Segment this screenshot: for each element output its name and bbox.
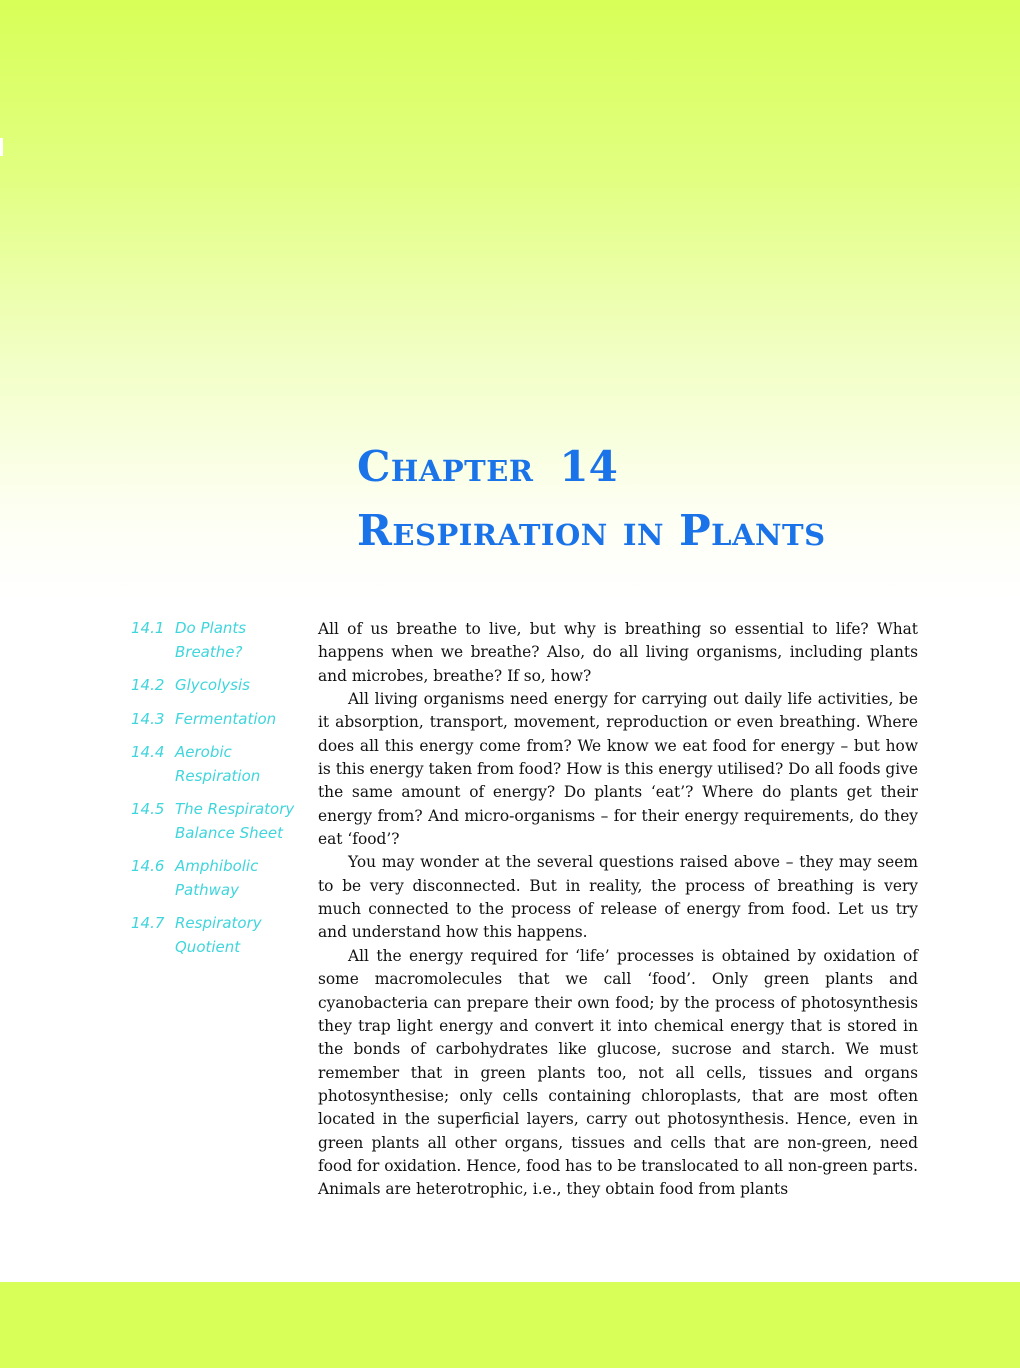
toc-item-title: Amphibolic Pathway	[175, 857, 259, 899]
toc-item-number: 14.1	[131, 619, 165, 637]
toc-item-title: Aerobic Respiration	[175, 743, 261, 785]
chapter-title-line	[357, 506, 826, 570]
toc-item-title: Respiratory Quotient	[175, 914, 262, 956]
section-contents-list	[131, 617, 306, 969]
toc-item[interactable]	[131, 798, 306, 845]
chapter-number-line	[357, 442, 826, 506]
footer-band	[0, 1282, 1020, 1368]
body-paragraph: All of us breathe to live, but why is breathing so essential to life? What happens when we breathe? Also, do all living organisms, including plants and microbes, breathe? If so, how?	[318, 620, 918, 685]
chapter-number: 14	[559, 442, 618, 491]
toc-item[interactable]	[131, 674, 306, 698]
toc-item-number: 14.6	[131, 857, 165, 875]
body-paragraph: You may wonder at the several questions raised above – they may seem to be very disconnected. But in reality, the process of breathing is very much connected to the process of release of energy from food. Let us try and understand how this happens.	[318, 853, 918, 942]
toc-item-number: 14.2	[131, 676, 165, 694]
chapter-body	[318, 618, 918, 1202]
body-paragraph: All living organisms need energy for carrying out daily life activities, be it absorption, transport, movement, reproduction or even breathing. Where does all this energy come from? We know we eat food for energy – but how is this energy taken from food? How is this energy utilised? Do all foods give the same amount of energy? Do plants ‘eat’? Where do plants get their energy from? And micro-organisms – for their energy requirements, do they eat ‘food’?	[318, 690, 919, 849]
toc-item[interactable]	[131, 708, 306, 732]
toc-item[interactable]	[131, 741, 306, 788]
toc-item-title: Do Plants Breathe?	[175, 619, 247, 661]
toc-item-title: Glycolysis	[175, 676, 250, 694]
page-edge-mark	[0, 138, 3, 156]
toc-item-title: Fermentation	[175, 709, 277, 728]
toc-item[interactable]	[131, 912, 306, 959]
toc-item-number: 14.7	[131, 914, 165, 932]
toc-item[interactable]	[131, 617, 306, 664]
toc-item-number: 14.3	[131, 709, 165, 728]
chapter-title: Respiration in Plants	[357, 506, 826, 555]
toc-item-number: 14.5	[131, 800, 165, 818]
toc-item-number: 14.4	[131, 743, 165, 761]
toc-item[interactable]	[131, 855, 306, 902]
chapter-heading	[357, 442, 826, 570]
toc-item-title: The Respiratory Balance Sheet	[175, 800, 295, 842]
body-paragraph: All the energy required for ‘life’ processes is obtained by oxidation of some macromolecules that we call ‘food’. Only green plants and cyanobacteria can prepare their own food; by the process of photosynthesis they trap light energy and convert it into chemical energy that is stored in the bonds of carbohydrates like glucose, sucrose and starch. We must remember that in green plants too, not all cells, tissues and organs photosynthesise; only cells containing chloroplasts, that are most often located in the superficial layers, carry out photosynthesis. Hence, even in green plants all other organs, tissues and cells that are non-green, need food for oxidation. Hence, food has to be translocated to all non-green parts. Animals are heterotrophic, i.e., they obtain food from plants	[318, 946, 918, 1199]
chapter-label: Chapter	[357, 442, 534, 491]
